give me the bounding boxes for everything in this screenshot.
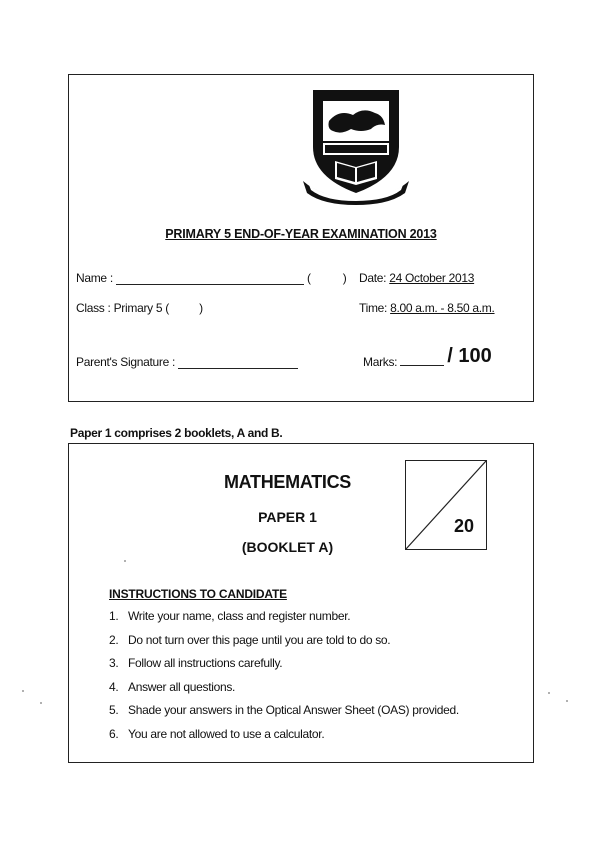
booklet-title: (BOOKLET A) (241, 539, 334, 555)
name-blank-line (116, 284, 304, 285)
parent-signature-line (178, 368, 298, 369)
booklet-note: Paper 1 comprises 2 booklets, A and B. (70, 426, 283, 440)
score-box (405, 460, 487, 550)
instruction-item: 1. Write your name, class and register number. (109, 609, 351, 623)
scan-speck (566, 700, 568, 702)
name-field (76, 271, 346, 285)
exam-title: PRIMARY 5 END-OF-YEAR EXAMINATION 2013 (165, 227, 437, 241)
scan-speck (548, 692, 550, 694)
date-field (359, 271, 474, 285)
time-field (359, 301, 495, 315)
score-max: 20 (453, 516, 474, 536)
marks-total: / 100 (447, 345, 492, 367)
class-field (76, 301, 203, 315)
scan-speck (22, 690, 24, 692)
marks-blank-line (400, 365, 444, 366)
instructions-list (109, 609, 459, 750)
instructions-heading: INSTRUCTIONS TO CANDIDATE (109, 587, 287, 601)
parent-signature-field (76, 355, 298, 369)
register-paren-open: ( (306, 271, 311, 285)
date-label: Date: (359, 271, 387, 285)
time-label: Time: (359, 301, 388, 315)
subject-title: MATHEMATICS (223, 472, 351, 492)
instruction-item: 3. Follow all instructions carefully. (109, 656, 283, 670)
marks-field (363, 345, 492, 369)
name-label: Name : (76, 271, 113, 285)
instruction-item: 2. Do not turn over this page until you are told to do so. (109, 632, 391, 647)
register-paren-close: ) (342, 271, 347, 285)
class-label: Class : Primary 5 ( (76, 301, 169, 315)
cover-header-box (68, 74, 534, 402)
instruction-item: 4. Answer all questions. (109, 679, 236, 694)
marks-label: Marks: (363, 355, 398, 369)
booklet-cover-box (68, 443, 534, 763)
time-value: 8.00 a.m. - 8.50 a.m. (390, 301, 495, 315)
school-crest-logo (301, 85, 411, 205)
paper-title: PAPER 1 (258, 509, 317, 525)
scan-speck (40, 702, 42, 704)
instruction-item: 6. You are not allowed to use a calculator. (109, 726, 325, 741)
date-value: 24 October 2013 (389, 271, 475, 285)
class-paren-close: ) (199, 301, 203, 315)
instruction-item: 5. Shade your answers in the Optical Answer Sheet (OAS) provided. (109, 703, 459, 717)
scan-speck (124, 560, 126, 562)
score-box-diagonal (406, 461, 486, 549)
parent-signature-label: Parent's Signature : (76, 355, 176, 369)
